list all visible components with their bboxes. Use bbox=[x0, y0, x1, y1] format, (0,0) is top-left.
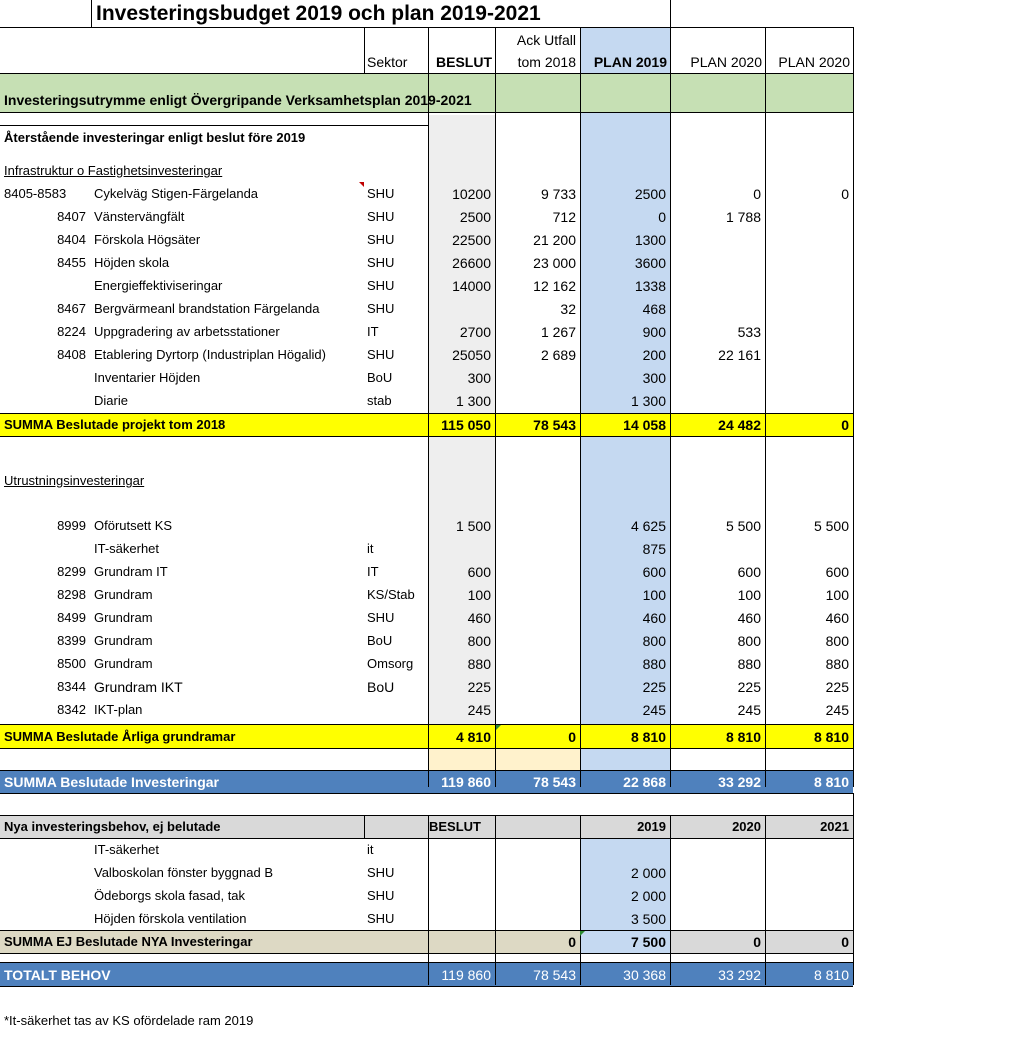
sum1-label[interactable]: SUMMA Beslutade projekt tom 2018 bbox=[4, 417, 226, 432]
plan-2020-cell[interactable]: 1 788 bbox=[725, 209, 761, 225]
row-name[interactable]: Cykelväg Stigen-Färgelanda bbox=[94, 186, 259, 201]
row-sektor[interactable]: KS/Stab bbox=[367, 587, 415, 602]
ack-utfall-cell[interactable]: 1 267 bbox=[540, 324, 576, 340]
plan-2021-cell[interactable] bbox=[765, 367, 849, 389]
row-name[interactable]: Vänstervängfält bbox=[94, 209, 185, 224]
grid-line bbox=[0, 73, 853, 74]
new-header-2019[interactable]: 2019 bbox=[637, 819, 666, 834]
grid-line bbox=[0, 724, 853, 725]
plan-2020-cell[interactable]: 5 500 bbox=[725, 518, 761, 534]
plan-2019-cell[interactable]: 225 bbox=[642, 679, 666, 695]
plan-2020-cell[interactable]: 22 161 bbox=[718, 347, 761, 363]
new-header-2021[interactable]: 2021 bbox=[820, 819, 849, 834]
plan-2019-cell[interactable]: 600 bbox=[642, 564, 666, 580]
grid-line bbox=[765, 815, 766, 985]
beslut-cell[interactable]: 119 860 bbox=[441, 774, 491, 790]
grid-line bbox=[670, 0, 671, 27]
ack-utfall-cell[interactable] bbox=[495, 699, 576, 721]
row-sektor[interactable]: SHU bbox=[367, 865, 395, 880]
row-name[interactable]: Diarie bbox=[94, 393, 128, 408]
row-name[interactable]: Förskola Högsäter bbox=[94, 232, 201, 247]
footnote[interactable]: *It-säkerhet tas av KS ofördelade ram 2019 bbox=[4, 1013, 254, 1028]
grid-line bbox=[364, 27, 365, 74]
plan-2019-cell[interactable]: 1 300 bbox=[630, 393, 666, 409]
sum2-pale-fill bbox=[429, 748, 580, 770]
row-id[interactable]: 8405-8583 bbox=[4, 186, 67, 201]
beslut-cell[interactable]: 22500 bbox=[452, 232, 491, 248]
beslut-cell[interactable] bbox=[428, 931, 491, 953]
plan-2020-cell[interactable]: 800 bbox=[737, 633, 761, 649]
plan-2020-cell[interactable] bbox=[670, 538, 761, 560]
sum2-label[interactable]: SUMMA Beslutade Årliga grundramar bbox=[4, 729, 236, 744]
header-plan-2019[interactable]: PLAN 2019 bbox=[593, 54, 667, 70]
row-id[interactable] bbox=[4, 390, 86, 412]
plan-2019-cell[interactable]: 800 bbox=[642, 633, 666, 649]
grid-line bbox=[0, 112, 853, 113]
plan-2020-cell[interactable] bbox=[670, 229, 761, 251]
row-sektor[interactable]: SHU bbox=[367, 347, 395, 362]
row-name[interactable]: Energieffektiviseringar bbox=[94, 278, 223, 293]
plan-2019-cell[interactable]: 22 868 bbox=[623, 774, 666, 790]
plan-2019-cell[interactable] bbox=[580, 839, 666, 861]
plan-2021-cell[interactable]: 100 bbox=[825, 587, 849, 603]
ack-utfall-cell[interactable]: 712 bbox=[552, 209, 576, 225]
plan-2019-cell[interactable]: 875 bbox=[642, 541, 666, 557]
plan-2019-cell[interactable]: 7 500 bbox=[630, 934, 666, 950]
beslut-cell[interactable]: 4 810 bbox=[455, 729, 491, 745]
header-sektor[interactable]: Sektor bbox=[367, 54, 408, 70]
row-sektor[interactable]: Omsorg bbox=[367, 656, 414, 671]
row-sektor[interactable]: stab bbox=[367, 393, 392, 408]
plan-2020-cell[interactable] bbox=[670, 275, 761, 297]
row-sektor[interactable]: SHU bbox=[367, 610, 395, 625]
row-id[interactable]: 8999 bbox=[57, 518, 86, 533]
plan-2021-cell[interactable]: 800 bbox=[825, 633, 849, 649]
beslut-cell[interactable]: 800 bbox=[467, 633, 491, 649]
new-header-label[interactable]: Nya investeringsbehov, ej belutade bbox=[4, 819, 221, 834]
grid-line bbox=[0, 953, 853, 954]
plan-2021-cell[interactable]: 245 bbox=[825, 702, 849, 718]
row-sektor[interactable]: SHU bbox=[367, 301, 395, 316]
row-name[interactable]: IT-säkerhet bbox=[94, 842, 160, 857]
header-plan-2020[interactable]: PLAN 2020 bbox=[690, 54, 762, 70]
grid-line bbox=[428, 815, 429, 985]
row-name[interactable]: Oförutsett KS bbox=[94, 518, 173, 533]
ack-utfall-cell[interactable] bbox=[495, 538, 576, 560]
plan-2019-cell[interactable]: 300 bbox=[642, 370, 666, 386]
plan-2019-cell[interactable]: 3600 bbox=[634, 255, 666, 271]
plan-2019-cell[interactable]: 245 bbox=[642, 702, 666, 718]
plan-2020-cell[interactable]: 0 bbox=[753, 934, 761, 950]
row-id[interactable]: 8408 bbox=[57, 347, 86, 362]
row-sektor[interactable] bbox=[367, 699, 427, 721]
grid-line bbox=[0, 748, 853, 749]
equip-title[interactable]: Utrustningsinvesteringar bbox=[4, 473, 145, 488]
row-sektor[interactable]: SHU bbox=[367, 255, 395, 270]
row-id[interactable]: 8499 bbox=[57, 610, 86, 625]
row-sektor[interactable]: SHU bbox=[367, 888, 395, 903]
plan-2020-cell[interactable]: 225 bbox=[737, 679, 761, 695]
plan-2020-cell[interactable]: 880 bbox=[737, 656, 761, 672]
plan-2019-cell[interactable]: 2500 bbox=[634, 186, 666, 202]
row-name[interactable]: IT-säkerhet bbox=[94, 541, 160, 556]
beslut-cell[interactable]: 2500 bbox=[459, 209, 491, 225]
plan-2021-cell[interactable] bbox=[765, 538, 849, 560]
row-id[interactable]: 8399 bbox=[57, 633, 86, 648]
beslut-cell[interactable]: 1 300 bbox=[455, 393, 491, 409]
row-sektor[interactable]: IT bbox=[367, 564, 379, 579]
beslut-cell[interactable]: 225 bbox=[467, 679, 491, 695]
plan-2019-cell[interactable]: 1300 bbox=[634, 232, 666, 248]
grid-line bbox=[0, 986, 853, 987]
beslut-cell[interactable]: 100 bbox=[467, 587, 491, 603]
row-name[interactable]: Grundram bbox=[94, 633, 153, 648]
plan-2019-cell[interactable]: 8 810 bbox=[630, 729, 666, 745]
plan-2021-cell[interactable]: 8 810 bbox=[813, 729, 849, 745]
beslut-cell[interactable]: 10200 bbox=[452, 186, 491, 202]
plan-2020-cell[interactable]: 460 bbox=[737, 610, 761, 626]
plan-2021-cell[interactable]: 0 bbox=[841, 417, 849, 433]
plan-2019-cell[interactable]: 100 bbox=[642, 587, 666, 603]
beslut-cell[interactable]: 119 860 bbox=[441, 967, 491, 983]
ack-utfall-cell[interactable] bbox=[495, 515, 576, 537]
row-id[interactable]: 8298 bbox=[57, 587, 86, 602]
ack-utfall-cell[interactable]: 78 543 bbox=[533, 967, 576, 983]
section-band-title[interactable]: Investeringsutrymme enligt Övergripande Verksamhetsplan 2019-2021 bbox=[4, 92, 472, 108]
plan-2021-cell[interactable]: 0 bbox=[841, 186, 849, 202]
row-sektor[interactable]: SHU bbox=[367, 278, 395, 293]
row-id[interactable]: 8500 bbox=[57, 656, 86, 671]
plan-2021-cell[interactable]: 880 bbox=[825, 656, 849, 672]
plan-2021-cell[interactable] bbox=[765, 206, 849, 228]
plan-2019-cell[interactable]: 468 bbox=[642, 301, 666, 317]
ack-utfall-cell[interactable]: 9 733 bbox=[540, 186, 576, 202]
ack-utfall-cell[interactable]: 23 000 bbox=[533, 255, 576, 271]
plan-2019-cell[interactable]: 880 bbox=[642, 656, 666, 672]
row-name[interactable]: Grundram bbox=[94, 610, 153, 625]
plan-2020-cell[interactable]: 33 292 bbox=[718, 967, 761, 983]
row-id[interactable] bbox=[4, 275, 86, 297]
grid-line bbox=[670, 815, 671, 985]
row-sektor[interactable]: BoU bbox=[367, 633, 393, 648]
ack-utfall-cell[interactable] bbox=[495, 676, 576, 698]
beslut-cell[interactable]: 2700 bbox=[459, 324, 491, 340]
grid-line bbox=[853, 27, 854, 787]
row-id[interactable]: 8455 bbox=[57, 255, 86, 270]
ack-utfall-cell[interactable] bbox=[495, 390, 576, 412]
plan-2020-cell[interactable] bbox=[670, 367, 761, 389]
ack-utfall-cell[interactable] bbox=[495, 584, 576, 606]
plan-2020-cell[interactable]: 24 482 bbox=[718, 417, 761, 433]
plan-2020-cell[interactable]: 600 bbox=[737, 564, 761, 580]
row-name[interactable]: Grundram bbox=[94, 587, 153, 602]
plan-2021-cell[interactable]: 8 810 bbox=[813, 967, 849, 983]
plan-2021-cell[interactable]: 600 bbox=[825, 564, 849, 580]
grid-line bbox=[0, 793, 853, 794]
ack-utfall-cell[interactable]: 32 bbox=[560, 301, 576, 317]
row-id[interactable]: 8344 bbox=[57, 679, 86, 694]
row-sektor[interactable]: SHU bbox=[367, 911, 395, 926]
plan-2020-cell[interactable]: 533 bbox=[737, 324, 761, 340]
grid-line bbox=[0, 962, 853, 963]
plan-2019-cell[interactable]: 14 058 bbox=[623, 417, 666, 433]
row-id[interactable]: 8404 bbox=[57, 232, 86, 247]
row-name[interactable]: Höjden förskola ventilation bbox=[94, 911, 247, 926]
page-title[interactable]: Investeringsbudget 2019 och plan 2019-2021 bbox=[96, 2, 541, 25]
plan-2019-cell[interactable]: 460 bbox=[642, 610, 666, 626]
plan-2019-cell[interactable]: 1338 bbox=[634, 278, 666, 294]
plan-2020-cell[interactable] bbox=[670, 252, 761, 274]
beslut-cell[interactable] bbox=[428, 298, 491, 320]
beslut-cell[interactable]: 460 bbox=[467, 610, 491, 626]
row-name[interactable]: Grundram IT bbox=[94, 564, 168, 579]
ack-utfall-cell[interactable]: 12 162 bbox=[533, 278, 576, 294]
ack-utfall-cell[interactable] bbox=[495, 367, 576, 389]
plan-2019-cell[interactable]: 30 368 bbox=[623, 967, 666, 983]
row-sektor[interactable]: it bbox=[367, 842, 374, 857]
row-name[interactable]: Grundram bbox=[94, 656, 153, 671]
plan-2019-cell[interactable]: 0 bbox=[658, 209, 666, 225]
plan-2021-cell[interactable] bbox=[765, 344, 849, 366]
plan-2020-cell[interactable]: 8 810 bbox=[725, 729, 761, 745]
ack-utfall-cell[interactable] bbox=[495, 607, 576, 629]
row-id[interactable] bbox=[4, 538, 86, 560]
row-name[interactable]: Etablering Dyrtorp (Industriplan Högalid) bbox=[94, 347, 326, 362]
row-sektor[interactable]: BoU bbox=[367, 679, 395, 695]
ack-utfall-cell[interactable]: 78 543 bbox=[533, 417, 576, 433]
row-name[interactable]: Inventarier Höjden bbox=[94, 370, 201, 385]
grid-line bbox=[0, 436, 853, 437]
total-label[interactable]: TOTALT BEHOV bbox=[4, 967, 111, 983]
plan-2021-cell[interactable] bbox=[765, 252, 849, 274]
header-ack-utfall[interactable]: Ack Utfall bbox=[516, 32, 576, 48]
plan-2021-cell[interactable] bbox=[765, 390, 849, 412]
plan-2019-cell[interactable]: 2 000 bbox=[630, 865, 666, 881]
row-name[interactable]: Bergvärmeanl brandstation Färgelanda bbox=[94, 301, 320, 316]
plan-2021-cell[interactable]: 460 bbox=[825, 610, 849, 626]
row-sektor[interactable]: SHU bbox=[367, 186, 395, 201]
row-sektor[interactable]: SHU bbox=[367, 209, 395, 224]
row-name[interactable]: IKT-plan bbox=[94, 702, 143, 717]
grid-line bbox=[0, 125, 428, 126]
plan-2020-cell[interactable]: 245 bbox=[737, 702, 761, 718]
row-name[interactable]: Höjden skola bbox=[94, 255, 170, 270]
ack-utfall-cell[interactable] bbox=[495, 630, 576, 652]
plan-2021-cell[interactable]: 8 810 bbox=[813, 774, 849, 790]
grid-line bbox=[853, 815, 854, 985]
new-header-beslut[interactable]: BESLUT bbox=[429, 819, 481, 834]
plan-2020-cell[interactable]: 33 292 bbox=[718, 774, 761, 790]
ack-utfall-cell[interactable]: 0 bbox=[568, 729, 576, 745]
infra-title[interactable]: Infrastruktur o Fastighetsinvesteringar bbox=[4, 163, 223, 178]
row-id[interactable]: 8224 bbox=[57, 324, 86, 339]
row-name[interactable]: Uppgradering av arbetsstationer bbox=[94, 324, 280, 339]
row-name[interactable]: Ödeborgs skola fasad, tak bbox=[94, 888, 246, 903]
row-sektor[interactable]: SHU bbox=[367, 232, 395, 247]
sum4-label[interactable]: SUMMA EJ Beslutade NYA Investeringar bbox=[4, 934, 253, 949]
new-header-2020[interactable]: 2020 bbox=[732, 819, 761, 834]
row-sektor[interactable] bbox=[367, 515, 427, 537]
beslut-cell[interactable]: 14000 bbox=[452, 278, 491, 294]
row-sektor[interactable]: IT bbox=[367, 324, 379, 339]
header-tom-2018[interactable]: tom 2018 bbox=[517, 54, 576, 70]
grid-line bbox=[91, 0, 92, 27]
row-id[interactable]: 8407 bbox=[57, 209, 86, 224]
beslut-cell[interactable]: 600 bbox=[467, 564, 491, 580]
beslut-cell[interactable] bbox=[428, 538, 491, 560]
plan-2021-cell[interactable]: 0 bbox=[841, 934, 849, 950]
row-sektor[interactable]: it bbox=[367, 541, 374, 556]
grid-line bbox=[364, 815, 365, 838]
plan-2019-cell[interactable]: 900 bbox=[642, 324, 666, 340]
plan-2021-cell[interactable] bbox=[765, 275, 849, 297]
plan-2020-cell[interactable]: 0 bbox=[753, 186, 761, 202]
plan-2021-cell[interactable] bbox=[765, 298, 849, 320]
row-name[interactable]: Valboskolan fönster byggnad B bbox=[94, 865, 273, 880]
beslut-cell[interactable]: 25050 bbox=[452, 347, 491, 363]
plan-2021-cell[interactable] bbox=[765, 229, 849, 251]
ack-utfall-cell[interactable]: 78 543 bbox=[533, 774, 576, 790]
ack-utfall-cell[interactable] bbox=[495, 561, 576, 583]
header-plan-2020-b[interactable]: PLAN 2020 bbox=[778, 54, 850, 70]
sum3-label[interactable]: SUMMA Beslutade Investeringar bbox=[4, 774, 219, 790]
row-id[interactable]: 8342 bbox=[57, 702, 86, 717]
ack-utfall-cell[interactable]: 2 689 bbox=[540, 347, 576, 363]
plan-2019-cell[interactable]: 200 bbox=[642, 347, 666, 363]
plan-2020-cell[interactable]: 100 bbox=[737, 587, 761, 603]
row-id[interactable]: 8299 bbox=[57, 564, 86, 579]
plan-2020-cell[interactable] bbox=[670, 298, 761, 320]
row-id[interactable]: 8467 bbox=[57, 301, 86, 316]
plan-2019-cell[interactable]: 4 625 bbox=[630, 518, 666, 534]
plan-2019-cell[interactable]: 3 500 bbox=[630, 911, 666, 927]
plan-2021-cell[interactable]: 5 500 bbox=[813, 518, 849, 534]
grid-line bbox=[0, 27, 853, 28]
beslut-cell[interactable]: 1 500 bbox=[455, 518, 491, 534]
beslut-cell[interactable]: 26600 bbox=[452, 255, 491, 271]
ack-utfall-cell[interactable]: 0 bbox=[568, 934, 576, 950]
beslut-cell[interactable]: 880 bbox=[467, 656, 491, 672]
plan-2021-cell[interactable] bbox=[765, 321, 849, 343]
row-name[interactable]: Grundram IKT bbox=[94, 679, 183, 695]
ack-utfall-cell[interactable] bbox=[495, 653, 576, 675]
grid-line bbox=[853, 793, 854, 815]
remaining-title[interactable]: Återstående investeringar enligt beslut före 2019 bbox=[4, 130, 306, 145]
header-beslut[interactable]: BESLUT bbox=[436, 54, 492, 70]
row-id[interactable] bbox=[4, 367, 86, 389]
row-sektor[interactable]: BoU bbox=[367, 370, 393, 385]
beslut-cell[interactable]: 115 050 bbox=[441, 417, 491, 433]
ack-utfall-cell[interactable]: 21 200 bbox=[533, 232, 576, 248]
plan-2019-cell[interactable]: 2 000 bbox=[630, 888, 666, 904]
beslut-cell[interactable]: 300 bbox=[467, 370, 491, 386]
grid-line bbox=[495, 815, 496, 985]
plan-2020-cell[interactable] bbox=[670, 390, 761, 412]
plan-2021-cell[interactable]: 225 bbox=[825, 679, 849, 695]
beslut-cell[interactable]: 245 bbox=[467, 702, 491, 718]
